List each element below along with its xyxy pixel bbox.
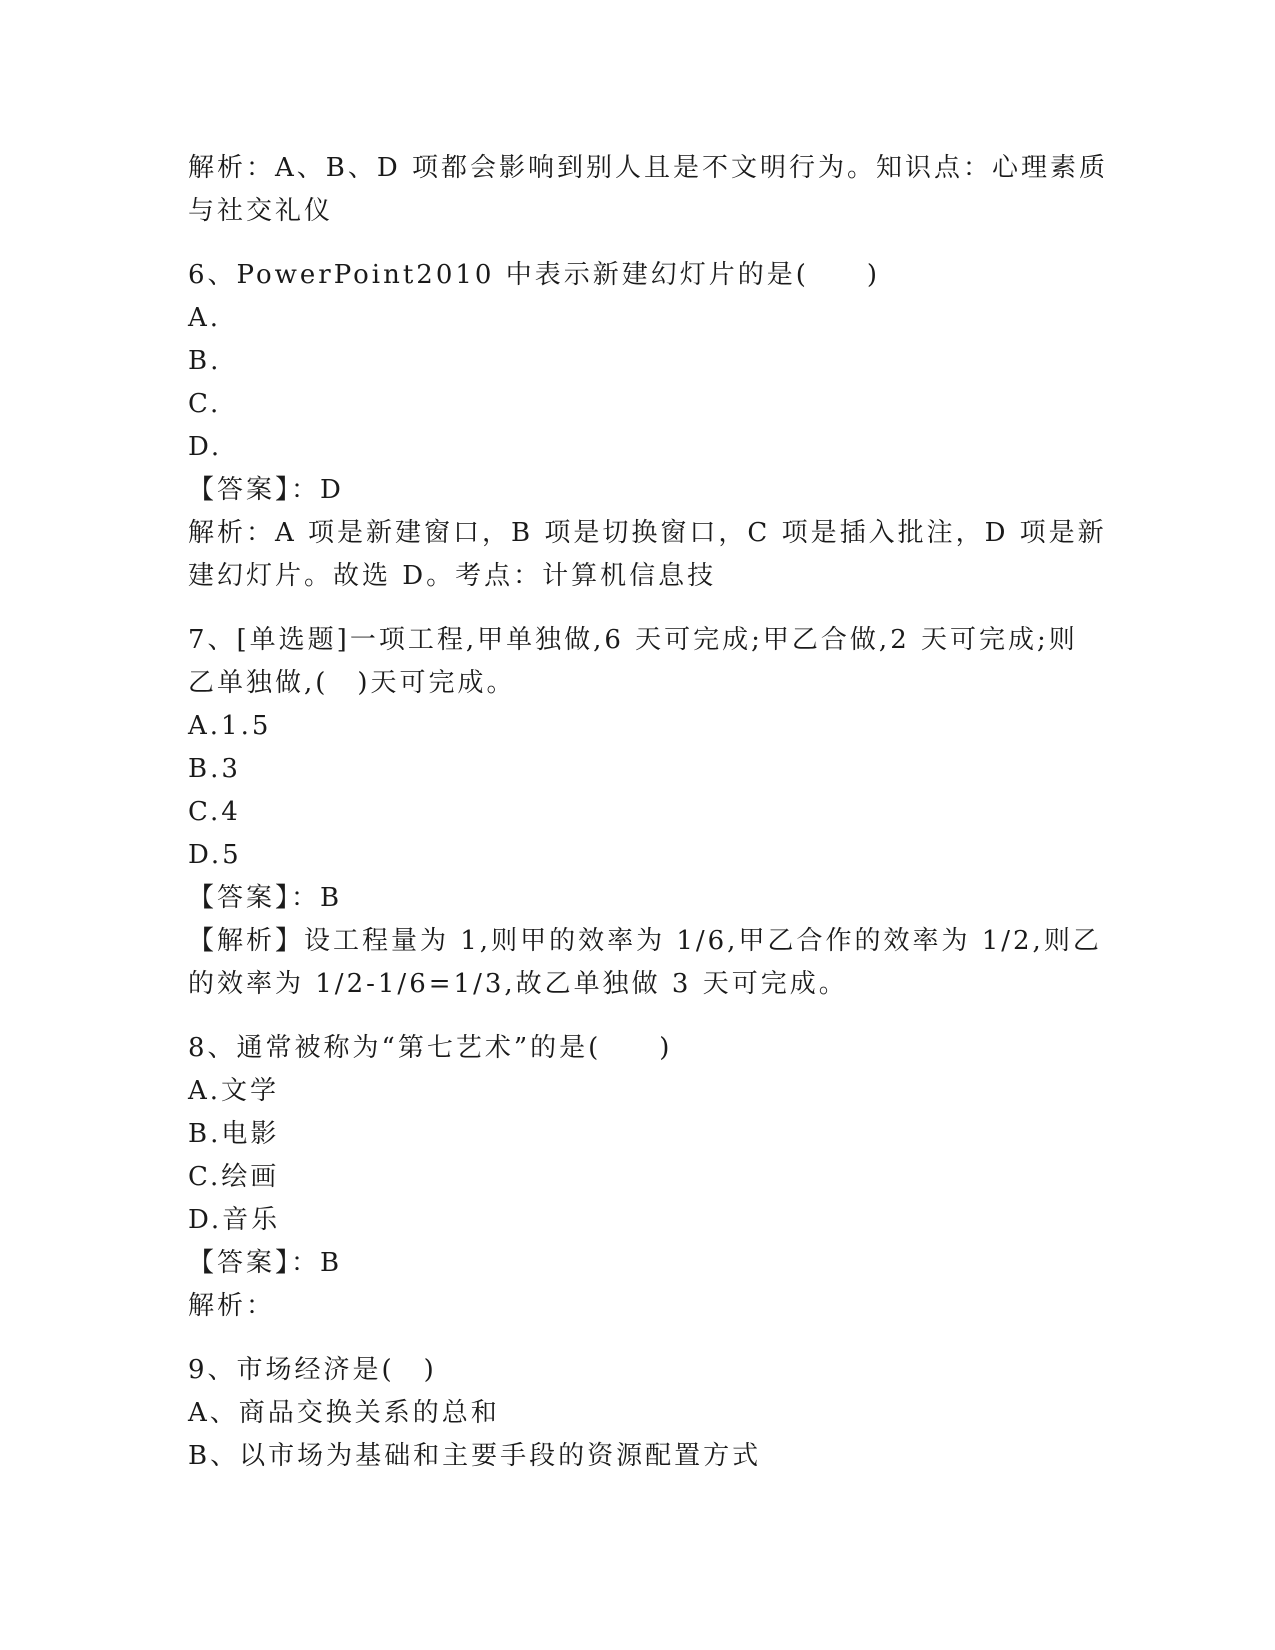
option-b: B、以市场为基础和主要手段的资源配置方式 — [188, 1441, 762, 1471]
option-b: B. — [188, 346, 222, 376]
analysis-line: 【解析】设工程量为 1,则甲的效率为 1/6,甲乙合作的效率为 1/2,则乙 — [188, 926, 1102, 956]
question-stem: 8、通常被称为“第七艺术”的是( ) — [188, 1033, 673, 1063]
analysis-line: 建幻灯片。故选 D。考点：计算机信息技 — [188, 561, 717, 591]
text-line: 解析：A、B、D 项都会影响到别人且是不文明行为。知识点：心理素质 — [188, 153, 1108, 183]
question-9 — [188, 1349, 1088, 1478]
option-c: C. — [188, 389, 222, 419]
option-c: C.4 — [188, 797, 241, 827]
option-b: B.3 — [188, 754, 241, 784]
analysis-block-5 — [188, 147, 1108, 233]
text-line: 与社交礼仪 — [188, 196, 334, 226]
option-a: A.1.5 — [188, 711, 272, 741]
answer-line: 【答案】：B — [188, 1248, 343, 1278]
option-a: A. — [188, 303, 222, 333]
option-a: A、商品交换关系的总和 — [188, 1398, 500, 1428]
question-7 — [188, 619, 1102, 1006]
option-c: C.绘画 — [188, 1162, 280, 1192]
question-6 — [188, 254, 1107, 598]
analysis-line: 解析： — [188, 1291, 276, 1321]
question-stem: 9、市场经济是( ) — [188, 1355, 437, 1385]
option-d: D.5 — [188, 840, 242, 870]
option-d: D.音乐 — [188, 1205, 281, 1235]
question-8 — [188, 1027, 1088, 1328]
answer-line: 【答案】：B — [188, 883, 343, 913]
question-stem: 7、[单选题]一项工程,甲单独做,6 天可完成;甲乙合做,2 天可完成;则 — [188, 625, 1078, 655]
question-stem: 乙单独做,( )天可完成。 — [188, 668, 516, 698]
answer-line: 【答案】：D — [188, 475, 344, 505]
analysis-line: 解析：A 项是新建窗口，B 项是切换窗口，C 项是插入批注，D 项是新 — [188, 518, 1107, 548]
analysis-line: 的效率为 1/2-1/6=1/3,故乙单独做 3 天可完成。 — [188, 969, 848, 999]
option-d: D. — [188, 432, 223, 462]
option-a: A.文学 — [188, 1076, 280, 1106]
document-body — [188, 147, 1108, 1478]
question-stem: 6、PowerPoint2010 中表示新建幻灯片的是( ) — [188, 260, 881, 290]
option-b: B.电影 — [188, 1119, 280, 1149]
